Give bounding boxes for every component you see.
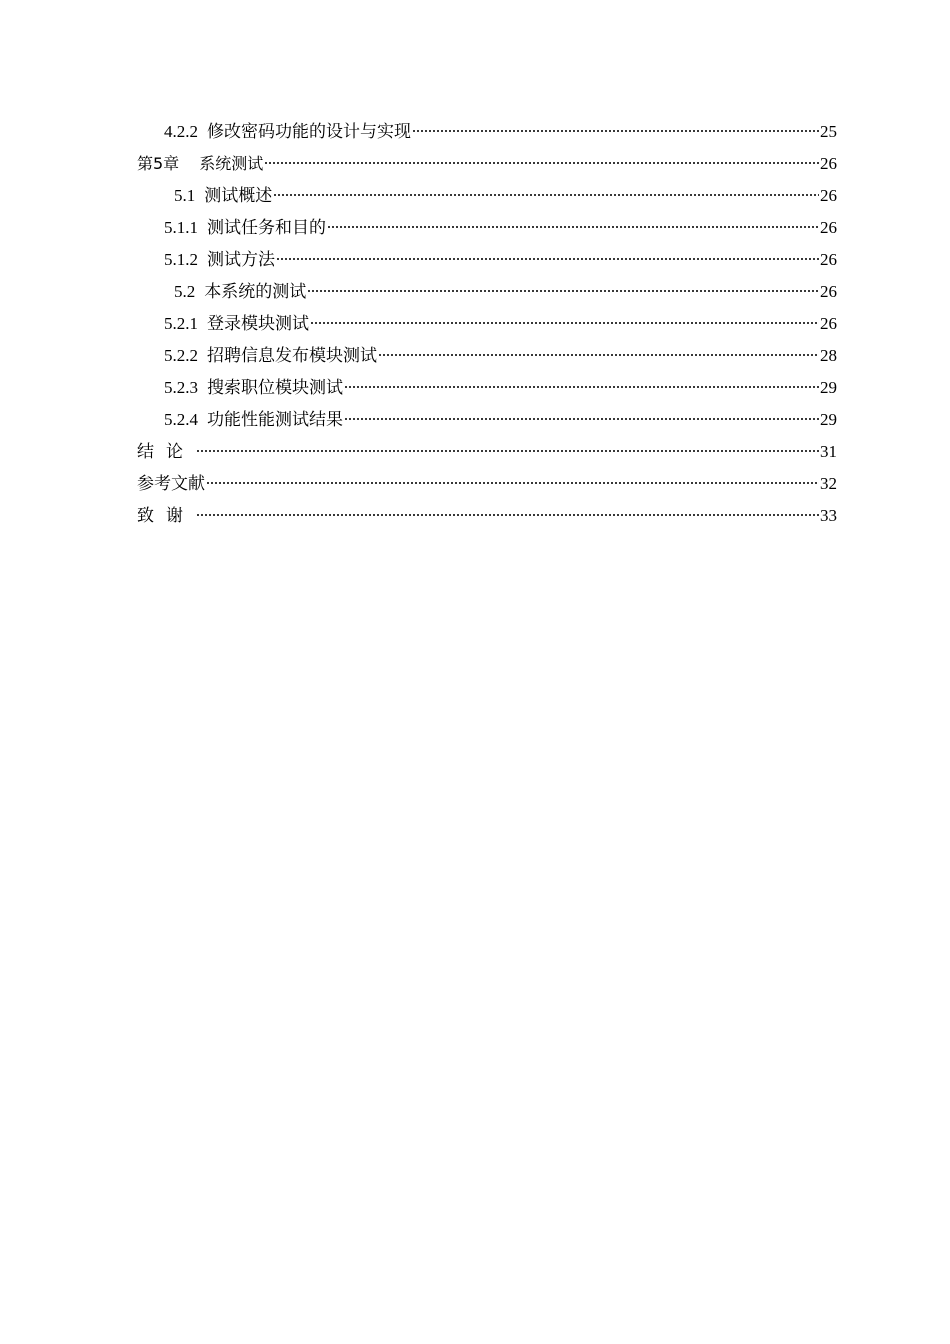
toc-entry-number: 5.2 <box>174 282 196 301</box>
table-of-contents <box>137 116 837 532</box>
toc-entry-title: 测试方法 <box>207 250 275 269</box>
toc-entry-number: 5.2.3 <box>164 378 198 397</box>
toc-entry-page: 26 <box>820 154 837 173</box>
toc-dot-leader <box>276 258 819 260</box>
toc-entry-page: 26 <box>820 314 837 333</box>
toc-entry-title: 招聘信息发布模块测试 <box>207 346 377 365</box>
toc-entry-page: 29 <box>820 378 837 397</box>
toc-entry-page: 32 <box>820 474 837 493</box>
toc-entry-title: 致谢 <box>137 506 195 525</box>
toc-entry-title: 结论 <box>137 442 195 461</box>
toc-entry-number: 5.1.1 <box>164 218 198 237</box>
toc-entry-number: 4.2.2 <box>164 122 198 141</box>
toc-entry-title: 测试任务和目的 <box>207 218 326 237</box>
toc-dot-leader <box>412 130 819 132</box>
toc-entry-5-1-2[interactable] <box>137 244 837 276</box>
toc-dot-leader <box>344 386 819 388</box>
toc-entry-acknowledgements[interactable] <box>137 500 837 532</box>
toc-dot-leader <box>264 162 819 164</box>
toc-entry-5-2-1[interactable] <box>137 308 837 340</box>
toc-entry-number: 5.2.4 <box>164 410 198 429</box>
toc-entry-5-2-4[interactable] <box>137 404 837 436</box>
toc-entry-page: 29 <box>820 410 837 429</box>
toc-entry-references[interactable] <box>137 468 837 500</box>
toc-dot-leader <box>206 482 819 484</box>
toc-entry-page: 26 <box>820 282 837 301</box>
toc-entry-page: 25 <box>820 122 837 141</box>
toc-entry-page: 26 <box>820 250 837 269</box>
toc-entry-title: 本系统的测试 <box>204 282 307 301</box>
toc-entry-title: 系统测试 <box>199 154 264 173</box>
toc-entry-conclusion[interactable] <box>137 436 837 468</box>
toc-dot-leader <box>307 290 819 292</box>
toc-entry-number: 5.2.2 <box>164 346 198 365</box>
toc-entry-title: 参考文献 <box>137 474 205 493</box>
toc-dot-leader <box>310 322 819 324</box>
toc-entry-page: 33 <box>820 506 837 525</box>
toc-entry-5-1[interactable] <box>137 180 837 212</box>
toc-entry-page: 28 <box>820 346 837 365</box>
toc-entry-page: 31 <box>820 442 837 461</box>
toc-entry-title: 测试概述 <box>204 186 273 205</box>
toc-dot-leader <box>196 450 819 452</box>
toc-dot-leader <box>196 514 819 516</box>
toc-entry-chapter-5[interactable] <box>137 148 837 180</box>
toc-entry-number: 5.2.1 <box>164 314 198 333</box>
toc-dot-leader <box>378 354 819 356</box>
toc-chapter-number: 第5章 <box>137 154 180 173</box>
toc-entry-5-1-1[interactable] <box>137 212 837 244</box>
toc-dot-leader <box>327 226 819 228</box>
toc-dot-leader <box>273 194 819 196</box>
toc-entry-title: 登录模块测试 <box>207 314 309 333</box>
toc-entry-5-2[interactable] <box>137 276 837 308</box>
toc-entry-title: 搜索职位模块测试 <box>207 378 343 397</box>
toc-entry-5-2-3[interactable] <box>137 372 837 404</box>
toc-entry-number: 5.1.2 <box>164 250 198 269</box>
toc-entry-5-2-2[interactable] <box>137 340 837 372</box>
toc-dot-leader <box>344 418 819 420</box>
toc-entry-page: 26 <box>820 218 837 237</box>
toc-entry-number: 5.1 <box>174 186 196 205</box>
toc-entry-title: 修改密码功能的设计与实现 <box>207 122 411 141</box>
toc-entry-title: 功能性能测试结果 <box>207 410 343 429</box>
toc-entry-page: 26 <box>820 186 837 205</box>
toc-entry-4-2-2[interactable] <box>137 116 837 148</box>
